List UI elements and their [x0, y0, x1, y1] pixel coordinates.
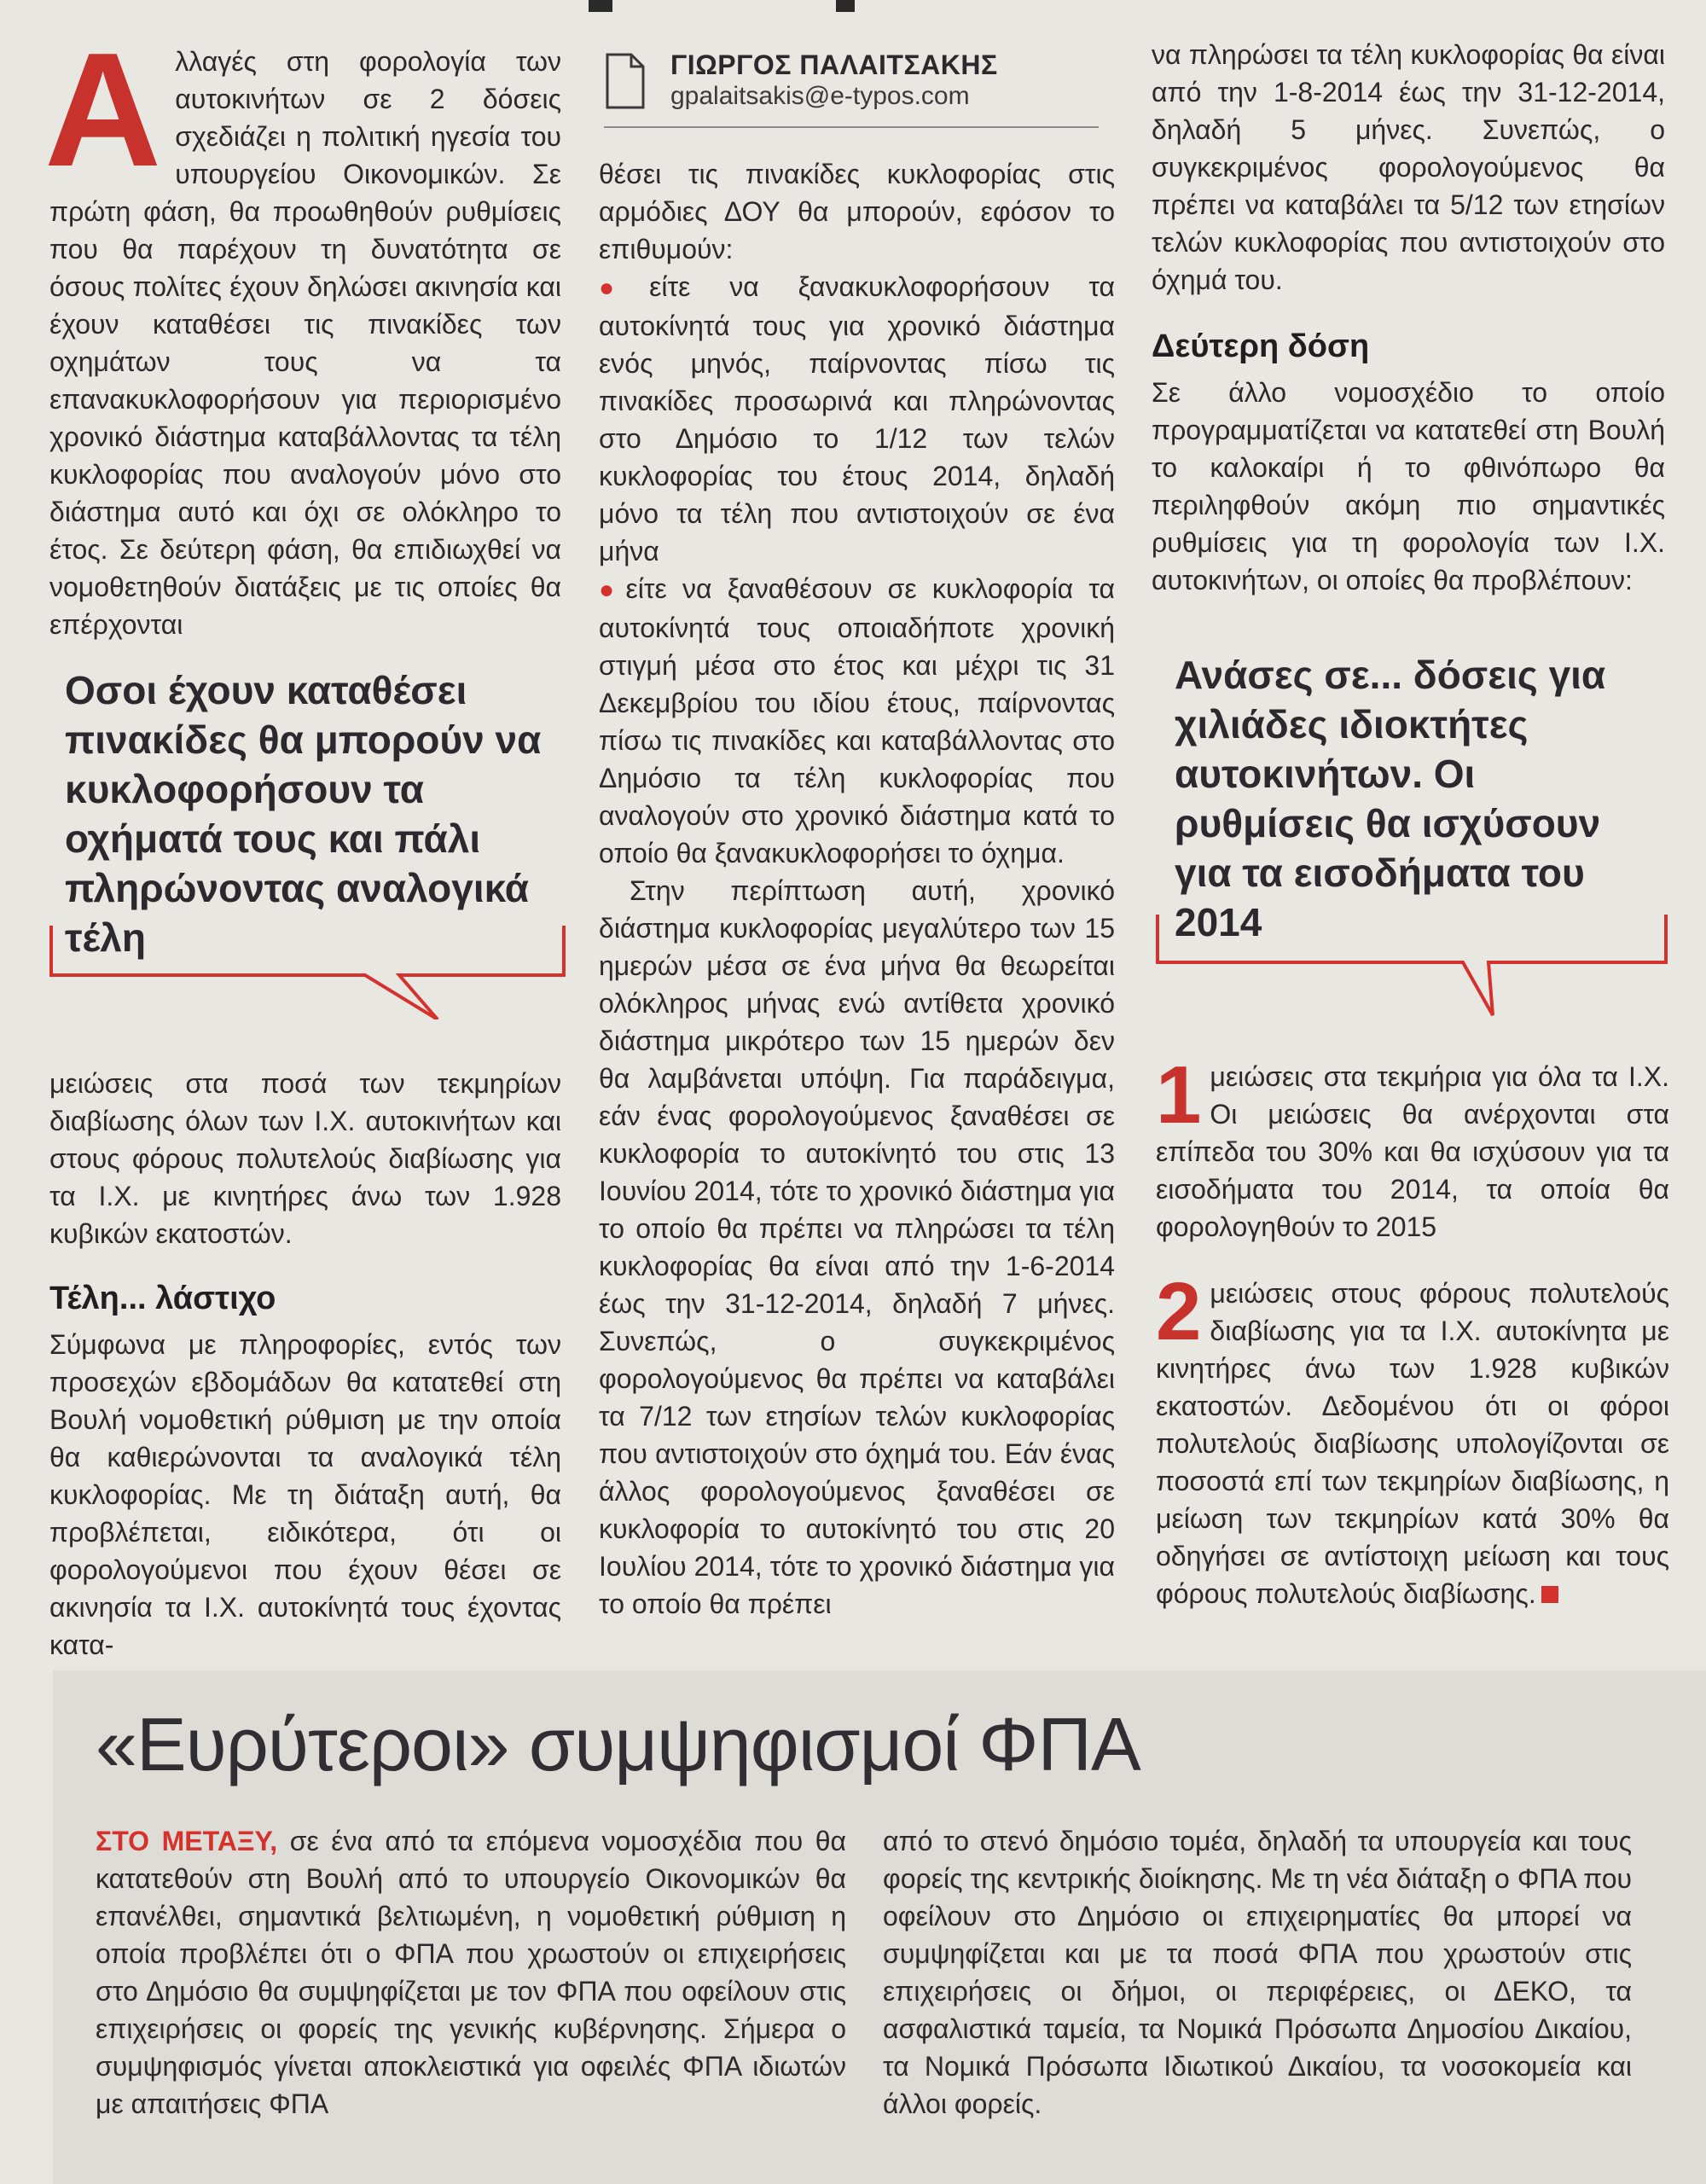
bullet-dot-icon: ● — [599, 576, 623, 604]
paragraph: Σε άλλο νομοσχέδιο το οποίο προγραμματίζεται να κατατεθεί στη Βουλή το καλοκαίρι ή το φθινόπωρο θα περιληφθούν ακόμη πιο σημαντικές ρυθμίσεις για τη φορολογία των Ι.Χ. αυτοκινήτων, οι οποίες θα προβλέπουν: — [1152, 377, 1665, 595]
paragraph: ΣΤΟ ΜΕΤΑΞΥ, σε ένα από τα επόμενα νομοσχέδια που θα κατατεθούν στη Βουλή από το υπουργείο Οικονομικών θα επανέλθει, σημαντικά βελτιωμένη, η νομοθετική ρύθμιση η οποία προβλέπει ότι ο ΦΠΑ που χρωστούν οι επιχειρήσεις στο Δημόσιο θα συμψηφίζεται με τον ΦΠΑ που οφείλουν στις επιχειρήσεις οι φορείς της γενικής κυβέρνησης. Σήμερα ο συμψηφισμός γίνεται αποκλειστικά για οφειλές ΦΠΑ ιδιωτών με απαιτήσεις ΦΠΑ — [96, 1826, 847, 2119]
box-column-right — [883, 1822, 1632, 2123]
bullet-item: ● είτε να ξαναθέσουν σε κυκλοφορία τα αυτοκίνητά τους οποιαδήποτε χρονική στιγμή μέσα στο έτος και μέχρι τις 31 Δεκεμβρίου του ιδίου έτους, παίρνοντας πίσω τις πινακίδες και καταβάλλοντας στο Δημόσιο τα τέλη κυκλοφορίας που αναλογούν στο χρονικό διάστημα κατά το οποίο θα ξανακυκλοφορήσει το όχημα. — [599, 573, 1116, 868]
list-item: 1 μειώσεις στα τεκμήρια για όλα τα Ι.Χ. Οι μειώσεις θα ανέρχονται στα επίπεδα του 30% και θα ισχύσουν για τα εισοδήματα του 2014, τα οποία θα φορολογηθούν το 2015 — [1156, 1049, 1669, 1242]
column-3-top — [1152, 36, 1665, 599]
speech-bubble-frame — [1156, 915, 1668, 1017]
box-title: «Ευρύτεροι» συμψηφισμοί ΦΠΑ — [96, 1702, 1140, 1786]
pull-quote-left — [49, 665, 566, 962]
paragraph: μειώσεις στα ποσά των τεκμηρίων διαβίωσης όλων των Ι.Χ. αυτοκινήτων και στους φόρους πολυτελούς διαβίωσης για τα Ι.Χ. με κινητήρες άνω των 1.928 κυβικών εκατοστών. — [49, 1068, 561, 1249]
author-email[interactable]: gpalaitsakis@e-typos.com — [670, 82, 970, 110]
headline-fragment — [589, 0, 612, 12]
pull-quote-text: Ανάσες σε... δόσεις για χιλιάδες ιδιοκτήτες αυτοκινήτων. Οι ρυθμίσεις θα ισχύσουν για τα εισοδήματα του 2014 — [1175, 653, 1606, 944]
subhead-tele-lastixo: Τέλη... λάστιχο — [49, 1281, 276, 1316]
column-1-top — [44, 20, 561, 643]
author-name: ΓΙΩΡΓΟΣ ΠΑΛΑΙΤΣΑΚΗΣ — [670, 49, 998, 80]
subhead-deuteri-dosi: Δεύτερη δόση — [1152, 328, 1370, 364]
bullet-dot-icon: ● — [599, 274, 647, 302]
number-marker: 1 — [1156, 1049, 1202, 1141]
number-marker: 2 — [1156, 1266, 1202, 1357]
speech-bubble-frame — [49, 926, 566, 1019]
lead-in: ΣΤΟ ΜΕΤΑΞΥ, — [96, 1826, 278, 1856]
byline — [604, 44, 1099, 128]
box-column-left — [96, 1822, 846, 2123]
column-2 — [599, 155, 1115, 1623]
column-3-bottom — [1156, 1049, 1669, 1612]
drop-cap: Α — [44, 20, 162, 200]
paragraph: από το στενό δημόσιο τομέα, δηλαδή τα υπουργεία και τους φορείς της κεντρικής διοίκησης. Με τη νέα διάταξη ο ΦΠΑ που οφείλουν στο Δημόσιο οι επιχειρηματίες θα μπορεί να συμψηφίζεται και με τα ποσά ΦΠΑ που χρωστούν στις επιχειρήσεις οι δήμοι, οι περιφέρειες, οι ΔΕΚΟ, τα ασφαλιστικά ταμεία, τα Νομικά Πρόσωπα Δημοσίου Δικαίου, τα Νομικά Πρόσωπα Ιδιωτικού Δικαίου, τα νοσοκομεία και άλλοι φορείς. — [883, 1826, 1632, 2119]
bullet-item: ● είτε να ξανακυκλοφορήσουν τα αυτοκίνητά τους για χρονικό διάστημα ενός μηνός, παίρνοντας πίσω τις πινακίδες προσωρινά και πληρώνοντας στο Δημόσιο το 1/12 των τελών κυκλοφορίας του έτους 2014, δηλαδή μόνο τα τέλη που αντιστοιχούν σε ένα μήνα — [599, 271, 1116, 566]
paragraph: Στην περίπτωση αυτή, χρονικό διάστημα κυκλοφορίας μεγαλύτερο των 15 ημερών μέσα σε ένα μήνα θα θεωρείται ολόκληρος μήνας ενώ αντίθετα χρονικό διάστημα μικρότερο των 15 ημερών δεν θα λαμβάνεται υπόψη. Για παράδειγμα, εάν ένας φορολογούμενος ξαναθέσει σε κυκλοφορία το αυτοκίνητό του στις 13 Ιουνίου 2014, τότε το χρονικό διάστημα για το οποίο θα πρέπει να πληρώσει τα τέλη κυκλοφορίας θα είναι από την 1-6-2014 έως την 31-12-2014, δηλαδή 7 μήνες. Συνεπώς, ο συγκεκριμένος φορολογούμενος θα πρέπει να καταβάλει τα 7/12 των ετησίων τελών κυκλοφορίας που αντιστοιχούν στο όχημά του. Εάν ένας άλλος φορολογούμενος ξαναθέσει σε κυκλοφορία το αυτοκίνητό του στις 20 Ιουλίου 2014, τότε το χρονικό διάστημα για το οποίο θα πρέπει — [599, 875, 1115, 1619]
paragraph: να πληρώσει τα τέλη κυκλοφορίας θα είναι από την 1-8-2014 έως την 31-12-2014, δηλαδή 5 μήνες. Συνεπώς, ο συγκεκριμένος φορολογούμενος θα πρέπει να καταβάλει τα 5/12 των ετησίων τελών κυκλοφορίας που αντιστοιχούν στο όχημά του. — [1152, 39, 1665, 295]
pull-quote-text: Οσοι έχουν καταθέσει πινακίδες θα μπορούν να κυκλοφορήσουν τα οχήματά τους και πάλι πληρώνοντας αναλογικά τέλη — [65, 668, 542, 960]
pull-quote-right — [1156, 650, 1668, 947]
document-icon — [604, 51, 647, 111]
headline-fragment — [836, 0, 855, 12]
intro-paragraph: λλαγές στη φορολογία των αυτοκινήτων σε 2 δόσεις σχεδιάζει η πολιτική ηγεσία του υπουργείου Οικονομικών. Σε πρώτη φάση, θα προωθηθούν ρυθμίσεις που θα παρέχουν τη δυνατότητα σε όσους πολίτες έχουν δηλώσει ακινησία και έχουν καταθέσει τις πινακίδες των οχημάτων τους να τα επανακυκλοφορήσουν για περιορισμένο χρονικό διάστημα καταβάλλοντας τα τέλη κυκλοφορίας που αναλογούν μόνο στο διάστημα αυτό και όχι σε ολόκληρο το έτος. Σε δεύτερη φάση, θα επιδιωχθεί να νομοθετηθούν διατάξεις με τις οποίες θα επέρχονται — [49, 46, 561, 640]
end-mark-icon — [1541, 1586, 1558, 1603]
paragraph: Σύμφωνα με πληροφορίες, εντός των προσεχών εβδομάδων θα κατατεθεί στη Βουλή νομοθετική ρύθμιση με την οποία θα καθιερώνονται τα αναλογικά τέλη κυκλοφορίας. Με τη διάταξη αυτή, θα προβλέπεται, ειδικότερα, ότι οι φορολογούμενοι που έχουν θέσει σε ακινησία τα Ι.Χ. αυτοκίνητά τους έχοντας κατα- — [49, 1329, 561, 1660]
column-1-bottom — [49, 1065, 561, 1664]
paragraph: θέσει τις πινακίδες κυκλοφορίας στις αρμόδιες ΔΟΥ θα μπορούν, εφόσον το επιθυμούν: — [599, 159, 1115, 264]
list-item: 2 μειώσεις στους φόρους πολυτελούς διαβίωσης για τα Ι.Χ. αυτοκίνητα με κινητήρες άνω των 1.928 κυβικών εκατοστών. Δεδομένου ότι οι φόροι πολυτελούς διαβίωσης υπολογίζονται σε ποσοστά επί των τεκμηρίων διαβίωσης, η μείωση των τεκμηρίων κατά 30% θα οδηγήσει σε αντίστοιχη μείωση και τους φόρους πολυτελούς διαβίωσης. — [1156, 1266, 1669, 1609]
